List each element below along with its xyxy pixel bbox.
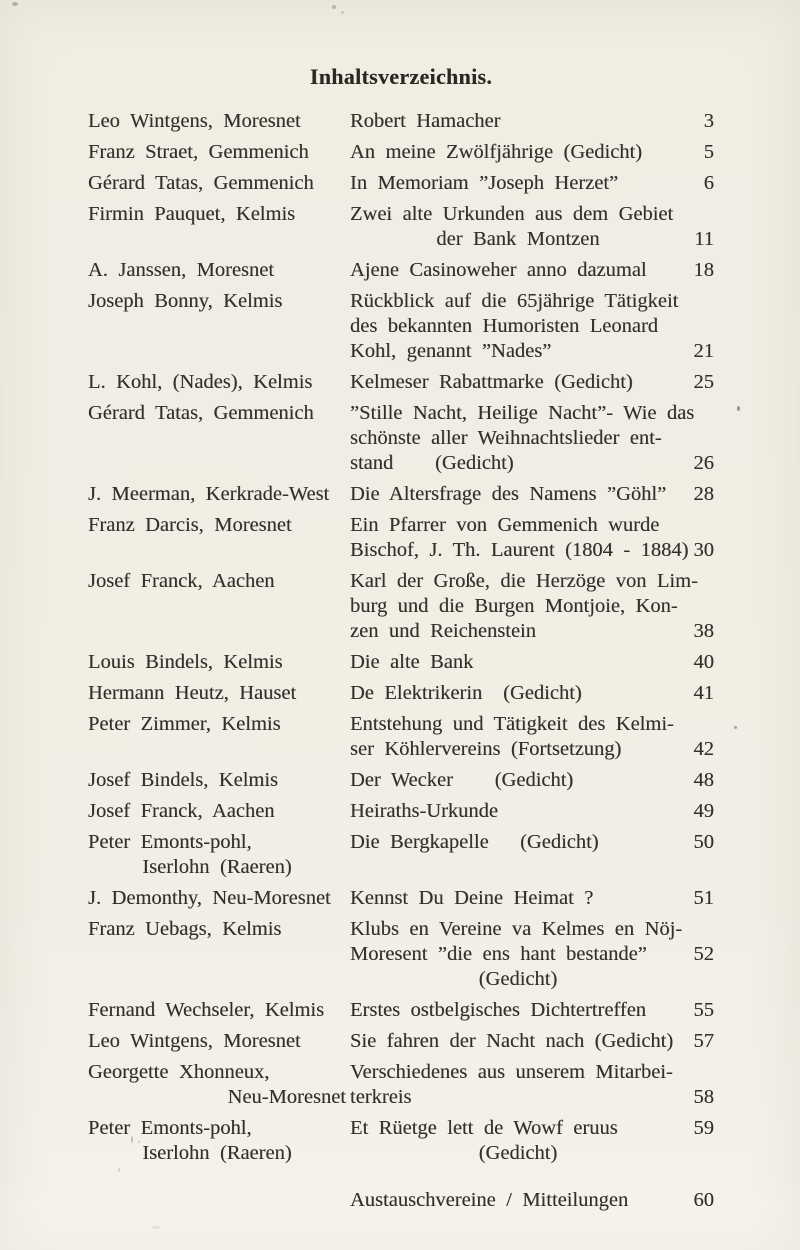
author-line: J. Meerman, Kerkrade-West bbox=[88, 483, 330, 505]
entry-title bbox=[350, 712, 714, 762]
title-line: De Elektrikerin (Gedicht) bbox=[350, 682, 582, 704]
author-line: Peter Zimmer, Kelmis bbox=[88, 713, 281, 735]
author-line: A. Janssen, Moresnet bbox=[88, 259, 275, 281]
title-line: Kelmeser Rabattmarke (Gedicht) bbox=[350, 371, 633, 393]
title-line-row bbox=[350, 917, 714, 942]
entry-title bbox=[350, 482, 714, 507]
title-line-row bbox=[350, 886, 714, 911]
entry-author bbox=[88, 1029, 350, 1054]
page-number: 28 bbox=[693, 483, 714, 505]
author-line: Firmin Pauquet, Kelmis bbox=[88, 203, 296, 225]
entry-title bbox=[350, 650, 714, 675]
scan-speck bbox=[12, 2, 18, 6]
entry-author bbox=[88, 569, 350, 594]
title-line: (Gedicht) bbox=[478, 968, 558, 990]
toc-entry bbox=[88, 258, 714, 283]
scan-speck bbox=[131, 1136, 133, 1143]
title-line: Austauschvereine / Mitteilungen bbox=[350, 1189, 629, 1211]
page-number: 6 bbox=[703, 172, 714, 194]
page-number: 18 bbox=[693, 259, 714, 281]
entry-title bbox=[350, 289, 714, 364]
title-line-row bbox=[350, 942, 714, 967]
toc-entry bbox=[88, 109, 714, 134]
entry-author bbox=[88, 171, 350, 196]
toc-entry bbox=[88, 482, 714, 507]
title-line: Sie fahren der Nacht nach (Gedicht) bbox=[350, 1030, 674, 1052]
toc-entry bbox=[88, 569, 714, 644]
title-line-row bbox=[350, 594, 714, 619]
title-line-row bbox=[350, 227, 714, 252]
entry-title bbox=[350, 830, 714, 855]
title-line: Moresent ”die ens hant bestande” bbox=[350, 943, 647, 965]
title-line: zen und Reichenstein bbox=[350, 620, 536, 642]
title-line: In Memoriam ”Joseph Herzet” bbox=[350, 172, 619, 194]
entry-author bbox=[88, 1060, 350, 1110]
entry-author bbox=[88, 998, 350, 1023]
entry-title bbox=[350, 171, 714, 196]
toc-entry-list bbox=[88, 109, 714, 1213]
entry-author bbox=[88, 258, 350, 283]
title-line-row bbox=[350, 538, 714, 563]
page-number: 52 bbox=[693, 943, 714, 965]
table-of-contents bbox=[88, 64, 714, 1219]
title-line-row bbox=[350, 1141, 714, 1166]
entry-author bbox=[88, 401, 350, 426]
entry-title bbox=[350, 258, 714, 283]
title-line-row bbox=[350, 998, 714, 1023]
entry-title bbox=[350, 681, 714, 706]
author-line: Josef Bindels, Kelmis bbox=[88, 769, 279, 791]
author-line: Fernand Wechseler, Kelmis bbox=[88, 999, 325, 1021]
title-line-row bbox=[350, 1188, 714, 1213]
author-line: Josef Franck, Aachen bbox=[88, 570, 275, 592]
scan-speck bbox=[737, 406, 740, 411]
entry-title bbox=[350, 998, 714, 1023]
author-line: Leo Wintgens, Moresnet bbox=[88, 1030, 301, 1052]
entry-author bbox=[88, 917, 350, 942]
entry-author bbox=[88, 109, 350, 134]
page-number: 50 bbox=[693, 831, 714, 853]
author-line: Iserlohn (Raeren) bbox=[142, 1142, 292, 1164]
title-line: Erstes ostbelgisches Dichtertreffen bbox=[350, 999, 647, 1021]
entry-title bbox=[350, 202, 714, 252]
author-line: Gérard Tatas, Gemmenich bbox=[88, 172, 314, 194]
title-line-row bbox=[350, 513, 714, 538]
author-line: Joseph Bonny, Kelmis bbox=[88, 290, 283, 312]
title-line-row bbox=[350, 650, 714, 675]
entry-title bbox=[350, 370, 714, 395]
title-line: burg und die Burgen Montjoie, Kon- bbox=[350, 595, 678, 617]
entry-title bbox=[350, 1029, 714, 1054]
title-line-row bbox=[350, 426, 714, 451]
toc-entry bbox=[88, 917, 714, 992]
page-number: 3 bbox=[703, 110, 714, 132]
entry-title bbox=[350, 768, 714, 793]
toc-entry bbox=[88, 171, 714, 196]
title-line: Heiraths-Urkunde bbox=[350, 800, 499, 822]
author-line: Hermann Heutz, Hauset bbox=[88, 682, 297, 704]
page-number: 26 bbox=[693, 452, 714, 474]
author-line: Georgette Xhonneux, bbox=[88, 1061, 270, 1083]
title-line: ser Köhlervereins (Fortsetzung) bbox=[350, 738, 622, 760]
title-line: Rückblick auf die 65jährige Tätigkeit bbox=[350, 290, 679, 312]
author-line: Louis Bindels, Kelmis bbox=[88, 651, 283, 673]
page-number: 60 bbox=[693, 1189, 714, 1211]
toc-entry bbox=[88, 886, 714, 911]
author-line: Neu-Moresnet bbox=[227, 1086, 346, 1108]
title-line: des bekannten Humoristen Leonard bbox=[350, 315, 659, 337]
title-line: Robert Hamacher bbox=[350, 110, 501, 132]
title-line-row bbox=[350, 799, 714, 824]
title-line-row bbox=[350, 140, 714, 165]
author-line: Gérard Tatas, Gemmenich bbox=[88, 402, 314, 424]
toc-entry bbox=[88, 1116, 714, 1166]
page-number: 51 bbox=[693, 887, 714, 909]
author-line: Josef Franck, Aachen bbox=[88, 800, 275, 822]
page-number: 55 bbox=[693, 999, 714, 1021]
toc-entry bbox=[88, 1060, 714, 1110]
author-line: J. Demonthy, Neu-Moresnet bbox=[88, 887, 331, 909]
title-line: Klubs en Vereine va Kelmes en Nöj- bbox=[350, 918, 683, 940]
entry-author bbox=[88, 140, 350, 165]
entry-author bbox=[88, 886, 350, 911]
title-line-row bbox=[350, 1116, 714, 1141]
toc-entry bbox=[88, 799, 714, 824]
toc-entry bbox=[88, 712, 714, 762]
title-line-row bbox=[350, 289, 714, 314]
title-line: Kohl, genannt ”Nades” bbox=[350, 340, 552, 362]
author-line: Franz Straet, Gemmenich bbox=[88, 141, 309, 163]
title-line: Der Wecker (Gedicht) bbox=[350, 769, 574, 791]
toc-entry bbox=[88, 401, 714, 476]
toc-entry bbox=[88, 289, 714, 364]
title-line: Zwei alte Urkunden aus dem Gebiet bbox=[350, 203, 674, 225]
entry-author bbox=[88, 370, 350, 395]
toc-entry bbox=[88, 370, 714, 395]
title-line: stand (Gedicht) bbox=[350, 452, 514, 474]
page-number: 57 bbox=[693, 1030, 714, 1052]
title-line: Ein Pfarrer von Gemmenich wurde bbox=[350, 514, 660, 536]
toc-entry bbox=[88, 768, 714, 793]
entry-author bbox=[88, 513, 350, 538]
entry-author bbox=[88, 289, 350, 314]
title-line: schönste aller Weihnachtslieder ent- bbox=[350, 427, 662, 449]
entry-title bbox=[350, 401, 714, 476]
toc-entry bbox=[88, 1188, 714, 1213]
toc-entry bbox=[88, 202, 714, 252]
title-line: der Bank Montzen bbox=[436, 228, 600, 250]
page-number: 30 bbox=[693, 539, 714, 561]
entry-author bbox=[88, 830, 350, 880]
title-line: terkreis bbox=[350, 1086, 412, 1108]
title-line: Karl der Große, die Herzöge von Lim- bbox=[350, 570, 698, 592]
title-line: (Gedicht) bbox=[478, 1142, 558, 1164]
page-number: 5 bbox=[703, 141, 714, 163]
toc-entry bbox=[88, 1029, 714, 1054]
title-line: Die Altersfrage des Namens ”Göhl” bbox=[350, 483, 667, 505]
title-line-row bbox=[350, 339, 714, 364]
toc-entry bbox=[88, 830, 714, 880]
author-line: L. Kohl, (Nades), Kelmis bbox=[88, 371, 313, 393]
title-line: Kennst Du Deine Heimat ? bbox=[350, 887, 594, 909]
author-line: Peter Emonts-pohl, bbox=[88, 1117, 252, 1139]
toc-entry bbox=[88, 140, 714, 165]
title-line-row bbox=[350, 681, 714, 706]
toc-entry bbox=[88, 681, 714, 706]
title-line-row bbox=[350, 712, 714, 737]
author-line: Franz Uebags, Kelmis bbox=[88, 918, 282, 940]
scan-speck bbox=[152, 1226, 161, 1229]
page-number: 40 bbox=[693, 651, 714, 673]
title-line-row bbox=[350, 314, 714, 339]
title-line-row bbox=[350, 451, 714, 476]
title-line-row bbox=[350, 482, 714, 507]
entry-author bbox=[88, 712, 350, 737]
entry-title bbox=[350, 1188, 714, 1213]
page-number: 42 bbox=[693, 738, 714, 760]
title-line: Die Bergkapelle (Gedicht) bbox=[350, 831, 599, 853]
entry-title bbox=[350, 1116, 714, 1166]
author-line: Iserlohn (Raeren) bbox=[142, 856, 292, 878]
title-line-row bbox=[350, 370, 714, 395]
title-line-row bbox=[350, 401, 714, 426]
title-line-row bbox=[350, 619, 714, 644]
title-line: Verschiedenes aus unserem Mitarbei- bbox=[350, 1061, 673, 1083]
entry-title bbox=[350, 1060, 714, 1110]
page-title: Inhaltsverzeichnis. bbox=[309, 64, 493, 89]
title-line-row bbox=[350, 202, 714, 227]
page-number: 25 bbox=[693, 371, 714, 393]
title-line-row bbox=[350, 768, 714, 793]
scan-speck bbox=[332, 5, 336, 9]
entry-title bbox=[350, 886, 714, 911]
title-line-row bbox=[350, 830, 714, 855]
title-line: Entstehung und Tätigkeit des Kelmi- bbox=[350, 713, 674, 735]
title-line: Et Rüetge lett de Wowf eruus bbox=[350, 1117, 618, 1139]
title-line: ”Stille Nacht, Heilige Nacht”- Wie das bbox=[350, 402, 695, 424]
scan-speck bbox=[734, 726, 737, 729]
entry-author bbox=[88, 681, 350, 706]
entry-title bbox=[350, 109, 714, 134]
title-line-row bbox=[350, 1060, 714, 1085]
toc-entry bbox=[88, 513, 714, 563]
page-number: 49 bbox=[693, 800, 714, 822]
scan-speck bbox=[138, 1141, 140, 1143]
title-line-row bbox=[350, 1029, 714, 1054]
page-number: 11 bbox=[694, 228, 714, 250]
title-line-row bbox=[350, 967, 714, 992]
entry-author bbox=[88, 799, 350, 824]
page-number: 41 bbox=[693, 682, 714, 704]
page-number: 48 bbox=[693, 769, 714, 791]
page-number: 58 bbox=[693, 1086, 714, 1108]
author-line: Franz Darcis, Moresnet bbox=[88, 514, 292, 536]
author-line: Leo Wintgens, Moresnet bbox=[88, 110, 301, 132]
entry-title bbox=[350, 140, 714, 165]
entry-title bbox=[350, 799, 714, 824]
entry-author bbox=[88, 1116, 350, 1166]
title-line: An meine Zwölfjährige (Gedicht) bbox=[350, 141, 643, 163]
title-line: Bischof, J. Th. Laurent (1804 - 1884) bbox=[350, 539, 689, 561]
entry-title bbox=[350, 569, 714, 644]
page-number: 38 bbox=[693, 620, 714, 642]
page-number: 21 bbox=[693, 340, 714, 362]
entry-author bbox=[88, 482, 350, 507]
title-line-row bbox=[350, 569, 714, 594]
title-line-row bbox=[350, 171, 714, 196]
entry-author bbox=[88, 202, 350, 227]
title-line-row bbox=[350, 737, 714, 762]
scan-speck bbox=[118, 1168, 120, 1172]
title-line-row bbox=[350, 1085, 714, 1110]
entry-author bbox=[88, 768, 350, 793]
entry-author bbox=[88, 650, 350, 675]
page-number: 59 bbox=[693, 1117, 714, 1139]
title-line: Ajene Casinoweher anno dazumal bbox=[350, 259, 647, 281]
entry-title bbox=[350, 917, 714, 992]
title-line: Die alte Bank bbox=[350, 651, 474, 673]
entry-title bbox=[350, 513, 714, 563]
title-line-row bbox=[350, 258, 714, 283]
title-line-row bbox=[350, 109, 714, 134]
scan-speck bbox=[341, 11, 344, 14]
toc-entry bbox=[88, 650, 714, 675]
toc-entry bbox=[88, 998, 714, 1023]
author-line: Peter Emonts-pohl, bbox=[88, 831, 252, 853]
